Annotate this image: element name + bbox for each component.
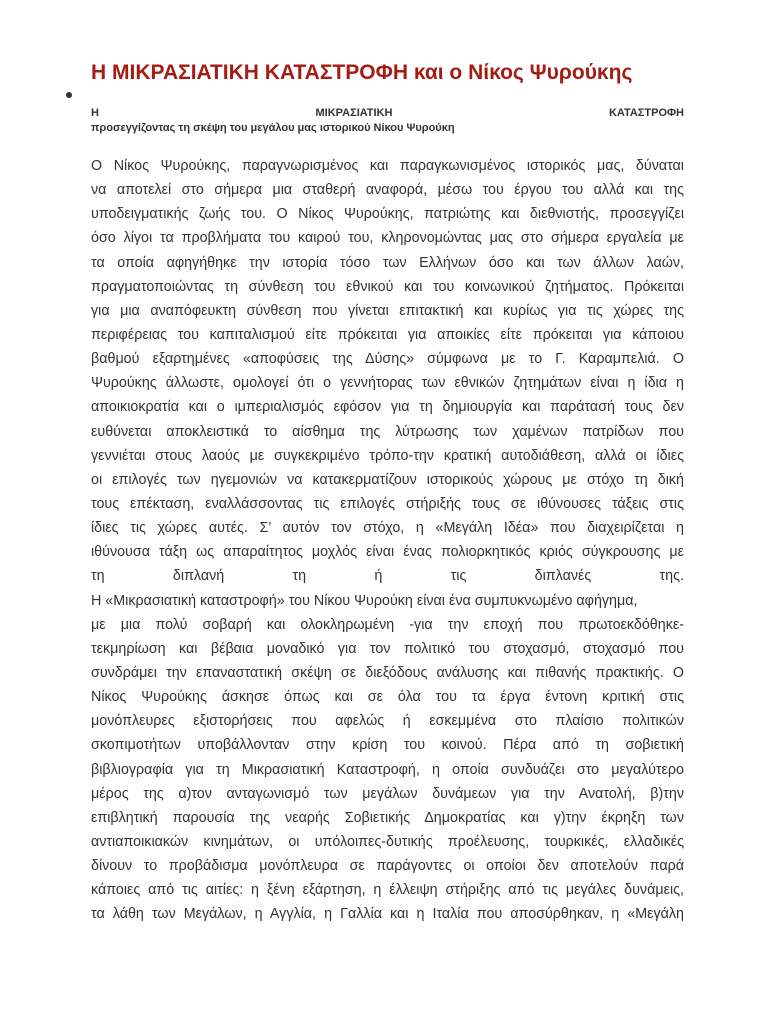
body-line: αντιαποικιακών κινημάτων, οι υπόλοιπες-δυτικής προέλευσης, τουρκικές, ελλαδικές — [91, 833, 684, 850]
article-title: Η ΜΙΚΡΑΣΙΑΤΙΚΗ ΚΑΤΑΣΤΡΟΦΗ και ο Νίκος Ψυρούκης — [91, 61, 633, 84]
body-line: τα οποία αφηγήθηκε την ιστορία τόσο των Ελλήνων όσο και των άλλων λαών, — [91, 254, 684, 271]
body-line: να αποτελεί στο σήμερα μια σταθερή αναφορά, μέσω του έργου του αλλά και της — [91, 182, 684, 199]
body-line: γεννιέται στους λαούς με συγκεκριμένο τρόπο-την κρατική αυτοδιάθεση, αλλά οι ίδιες — [91, 447, 684, 464]
article-body — [91, 154, 684, 1004]
body-line: συνδράμει την επαναστατική σκέψη σε διεξόδους ανάλυσης και πιθανής πρακτικής. Ο — [91, 664, 684, 681]
article-subtitle: προσεγγίζοντας τη σκέψη του μεγάλου μας ιστορικού Νίκου Ψυρούκη — [91, 122, 455, 134]
body-line: τεκμηρίωση και βέβαια μοναδικό για τον πολιτικό του στοχασμό, στοχασμό που — [91, 640, 684, 657]
body-line: επιβλητική παρουσία της νεαρής Σοβιετικής Δημοκρατίας και γ)την έκρηξη των — [91, 809, 684, 826]
body-line: τους επέκταση, εναλλάσσοντας τις επιλογές στήριξής τους σε ιθύνουσες τάξεις στις — [91, 495, 684, 512]
body-line: αποικιοκρατία και ο ιμπεριαλισμός εφόσον για τη δημιουργία και παράτασή τους δεν — [91, 399, 684, 416]
body-line: Η «Μικρασιατική καταστροφή» του Νίκου Ψυρούκη είναι ένα συμπυκνωμένο αφήγημα, — [91, 592, 638, 609]
body-line: Ψυρούκης άλλωστε, ομολογεί ότι ο γεννήτορας των εθνικών ζητημάτων είναι η ίδια η — [91, 375, 684, 392]
body-line: Νίκος Ψυρούκης άσκησε όπως και σε όλα του τα έργα έντονη κριτική στις — [91, 689, 684, 706]
body-line: ιθύνουσα τάξη ως απαραίτητος μοχλός είναι ένας πολιορκητικός κριός σύγκρουσης με — [91, 544, 684, 561]
body-line: με μια πολύ σοβαρή και ολοκληρωμένη -για την εποχή που πρωτοεκδόθηκε- — [91, 616, 684, 633]
body-line: δίνουν το προβάδισμα μονόπλευρα σε παράγοντες οι οποίοι δεν αποτελούν παρά — [91, 858, 684, 875]
body-line: μέρος της α)τον ανταγωνισμό των μεγάλων δυνάμεων για την Ανατολή, β)την — [91, 785, 684, 802]
body-line: οι επιλογές των ηγεμονιών να κατακερματίζουν ιστορικούς χώρους με στόχο τη δική — [91, 471, 684, 488]
body-line: μονόπλευρες εξιστορήσεις που αφελώς ή εσκεμμένα στο πλαίσιο πολιτικών — [91, 713, 684, 730]
body-line: όσο λίγοι τα προβλήματα του καιρού του, κληρονομώντας μας στο σήμερα εργαλεία με — [91, 230, 684, 247]
body-line: βαθμού εξαρτημένες «αποφύσεις της Δύσης» σύμφωνα με το Γ. Καραμπελιά. Ο — [91, 351, 684, 368]
body-line: Ο Νίκος Ψυρούκης, παραγνωρισμένος και παραγκωνισμένος ιστορικός μας, δύναται — [91, 158, 684, 174]
body-line: πραγματοποιώντας τη σύνθεση του εθνικού και του κοινωνικού ζητήματος. Πρόκειται — [91, 278, 684, 295]
body-line: κάποιες από τις αιτίες: η ξένη εξάρτηση, η έλλειψη στήριξης από τις μεγάλες δυνάμεις, — [91, 882, 684, 899]
bullet-icon — [66, 92, 72, 98]
body-line: ευθύνεται αποκλειστικά το αίσθημα της λύτρωσης των χαμένων πατρίδων που — [91, 423, 684, 440]
body-line: περιφέρειας του καπιταλισμού είτε πρόκειται για αποικίες είτε πρόκειται για κάποιου — [91, 326, 684, 343]
article-subheading — [91, 106, 684, 120]
body-line: υποδειγματικής ζωής του. Ο Νίκος Ψυρούκης, πατριώτης και διεθνιστής, προσεγγίζει — [91, 206, 684, 223]
body-line: τη διπλανή τη ή τις διπλανές της. — [91, 568, 684, 585]
subheading-word: ΚΑΤΑΣΤΡΟΦΗ — [608, 107, 684, 119]
body-line: ίδιες τις χώρες αυτές. Σ’ αυτόν τον στόχο, η «Μεγάλη Ιδέα» που διαχειρίζεται η — [91, 520, 684, 537]
body-line: σκοπιμοτήτων υποβάλλονταν στην κρίση του κοινού. Πέρα από τη σοβιετική — [91, 737, 684, 754]
body-line: τα λάθη των Μεγάλων, η Αγγλία, η Γαλλία και η Ιταλία που αποσύρθηκαν, η «Μεγάλη — [91, 906, 684, 923]
subheading-word: ΜΙΚΡΑΣΙΑΤΙΚΗ — [315, 107, 393, 119]
subheading-word: Η — [91, 107, 99, 119]
body-line: βιβλιογραφία για τη Μικρασιατική Καταστροφή, η οποία συνδυάζει στο μεγαλύτερο — [91, 761, 684, 778]
body-line: για μια αναπόφευκτη σύνθεση που γίνεται επιτακτική και κυρίως για τις χώρες της — [91, 302, 684, 319]
